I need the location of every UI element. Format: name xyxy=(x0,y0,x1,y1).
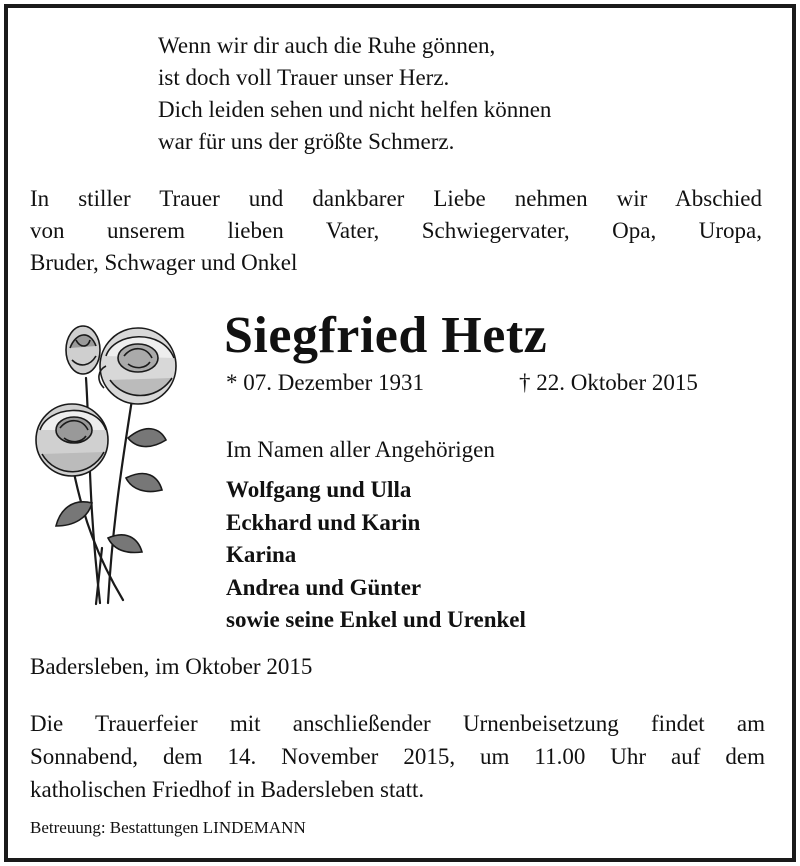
family-list xyxy=(226,474,526,637)
deceased-name: Siegfried Hetz xyxy=(224,307,548,364)
intro-line: Bruder, Schwager und Onkel xyxy=(30,250,298,275)
family-member: Wolfgang und Ulla xyxy=(226,477,412,502)
place-date: Badersleben, im Oktober 2015 xyxy=(30,654,313,679)
intro-line: In stiller Trauer und dankbarer Liebe nehmen wir Abschied xyxy=(30,186,762,211)
ceremony-text xyxy=(30,707,765,806)
life-dates xyxy=(226,368,698,398)
family-member: sowie seine Enkel und Urenkel xyxy=(226,607,526,632)
poem-line: Dich leiden sehen und nicht helfen können xyxy=(158,97,552,122)
poem-line: Wenn wir dir auch die Ruhe gönnen, xyxy=(158,33,496,58)
poem-line: war für uns der größte Schmerz. xyxy=(158,129,455,154)
family-member: Andrea und Günter xyxy=(226,574,422,600)
funeral-home-credit: Betreuung: Bestattungen LINDEMANN xyxy=(30,818,306,837)
death-date: † 22. Oktober 2015 xyxy=(519,370,698,395)
intro-text xyxy=(30,183,762,279)
ceremony-line: Sonnabend, dem 14. November 2015, um 11.00 Uhr auf dem xyxy=(30,744,765,769)
family-member: Eckhard und Karin xyxy=(226,509,421,535)
ceremony-line: katholischen Friedhof in Badersleben statt. xyxy=(30,777,425,802)
family-intro: Im Namen aller Angehörigen xyxy=(226,437,495,462)
poem xyxy=(158,30,551,158)
birth-date: * 07. Dezember 1931 xyxy=(226,370,424,395)
intro-line: von unserem lieben Vater, Schwiegervater, Opa, Uropa, xyxy=(30,218,762,243)
family-member: Karina xyxy=(226,542,297,567)
poem-line: ist doch voll Trauer unser Herz. xyxy=(158,65,450,90)
ceremony-line: Die Trauerfeier mit anschließender Urnenbeisetzung findet am xyxy=(30,711,765,736)
roses-icon xyxy=(28,318,188,610)
